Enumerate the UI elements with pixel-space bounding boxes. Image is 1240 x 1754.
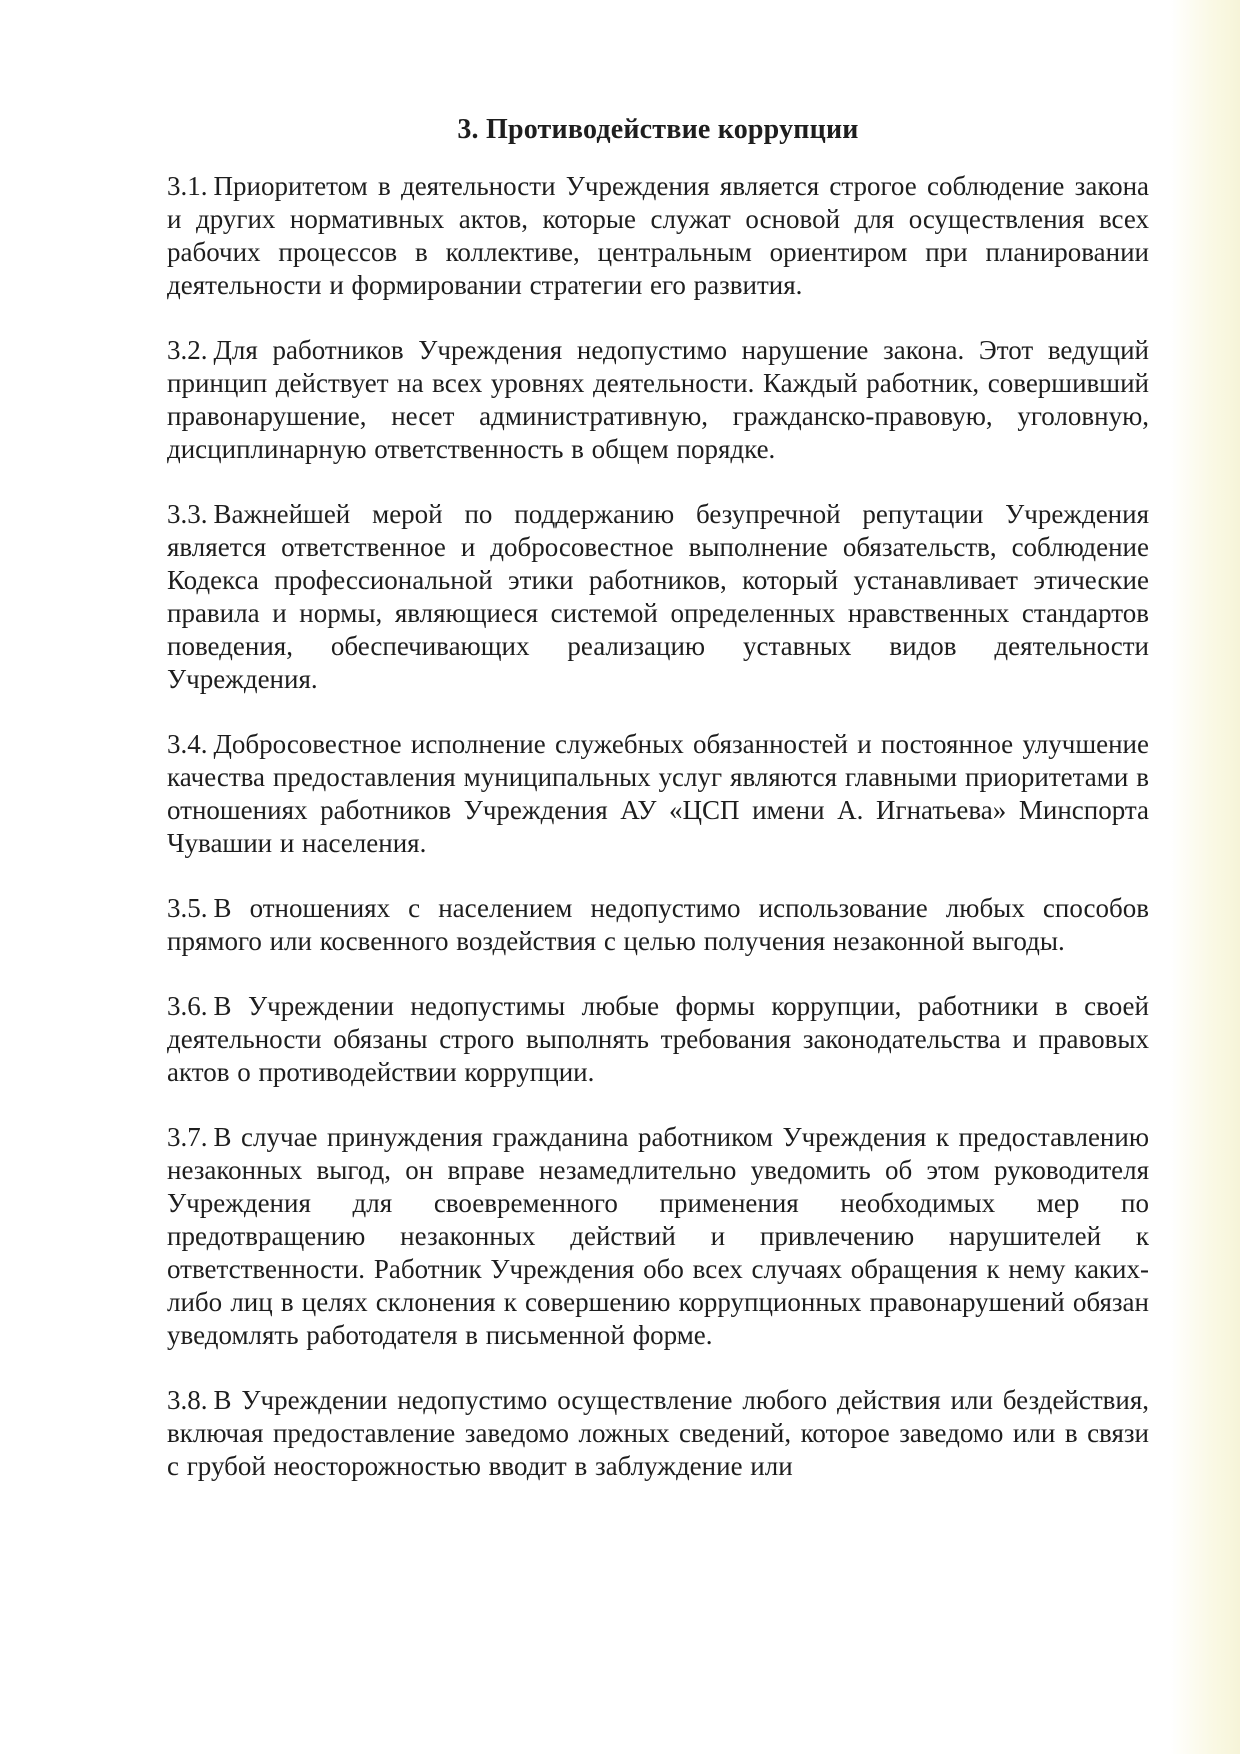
paragraph-number: 3.8.: [167, 1385, 208, 1415]
paragraph-3-4: [167, 728, 1149, 860]
paragraph-3-8: [167, 1384, 1149, 1483]
paragraph-text: Для работников Учреждения недопустимо нарушение закона. Этот ведущий принцип действует на всех уровнях деятельности. Каждый работник, совершивший правонарушение, несет административную, гражданско-правовую, уголовную, дисциплинарную ответственность в общем порядке.: [167, 335, 1149, 464]
paragraph-3-5: [167, 892, 1149, 958]
paragraph-number: 3.2.: [167, 335, 208, 365]
paragraph-3-1: [167, 170, 1149, 302]
paragraph-text: Важнейшей мерой по поддержанию безупречной репутации Учреждения является ответственное и добросовестное выполнение обязательств, соблюдение Кодекса профессиональной этики работников, который устанавливает этические правила и нормы, являющиеся системой определенных нравственных стандартов поведения, обеспечивающих реализацию уставных видов деятельности Учреждения.: [167, 499, 1149, 694]
paragraph-text: В случае принуждения гражданина работником Учреждения к предоставлению незаконных выгод, он вправе незамедлительно уведомить об этом руководителя Учреждения для своевременного применения необходимых мер по предотвращению незаконных действий и привлечению нарушителей к ответственности. Работник Учреждения обо всех случаях обращения к нему каких-либо лиц в целях склонения к совершению коррупционных правонарушений обязан уведомлять работодателя в письменной форме.: [167, 1122, 1149, 1350]
paragraph-number: 3.4.: [167, 729, 208, 759]
section-title: 3. Противодействие коррупции: [457, 114, 859, 145]
paragraph-text: В отношениях с населением недопустимо использование любых способов прямого или косвенного воздействия с целью получения незаконной выгоды.: [167, 893, 1149, 956]
paragraph-3-6: [167, 990, 1149, 1089]
paragraph-3-2: [167, 334, 1149, 466]
paragraph-text: Приоритетом в деятельности Учреждения является строгое соблюдение закона и других нормативных актов, которые служат основой для осуществления всех рабочих процессов в коллективе, центральным ориентиром при планировании деятельности и формировании стратегии его развития.: [167, 171, 1149, 300]
paragraph-number: 3.1.: [167, 171, 208, 201]
paragraph-number: 3.6.: [167, 991, 208, 1021]
paragraph-number: 3.7.: [167, 1122, 208, 1152]
paragraph-text: Добросовестное исполнение служебных обязанностей и постоянное улучшение качества предоставления муниципальных услуг являются главными приоритетами в отношениях работников Учреждения АУ «ЦСП имени А. Игнатьева» Минспорта Чувашии и населения.: [167, 729, 1149, 858]
paragraph-text: В Учреждении недопустимы любые формы коррупции, работники в своей деятельности обязаны строго выполнять требования законодательства и правовых актов о противодействии коррупции.: [167, 991, 1149, 1087]
paragraph-3-3: [167, 498, 1149, 696]
paragraph-text: В Учреждении недопустимо осуществление любого действия или бездействия, включая предоставление заведомо ложных сведений, которое заведомо или в связи с грубой неосторожностью вводит в заблуждение или: [167, 1385, 1149, 1481]
paragraph-number: 3.5.: [167, 893, 208, 923]
scan-edge-shading: [1170, 0, 1240, 1754]
paragraph-number: 3.3.: [167, 499, 208, 529]
paragraph-3-7: [167, 1121, 1149, 1352]
document-body: [167, 112, 1149, 1515]
